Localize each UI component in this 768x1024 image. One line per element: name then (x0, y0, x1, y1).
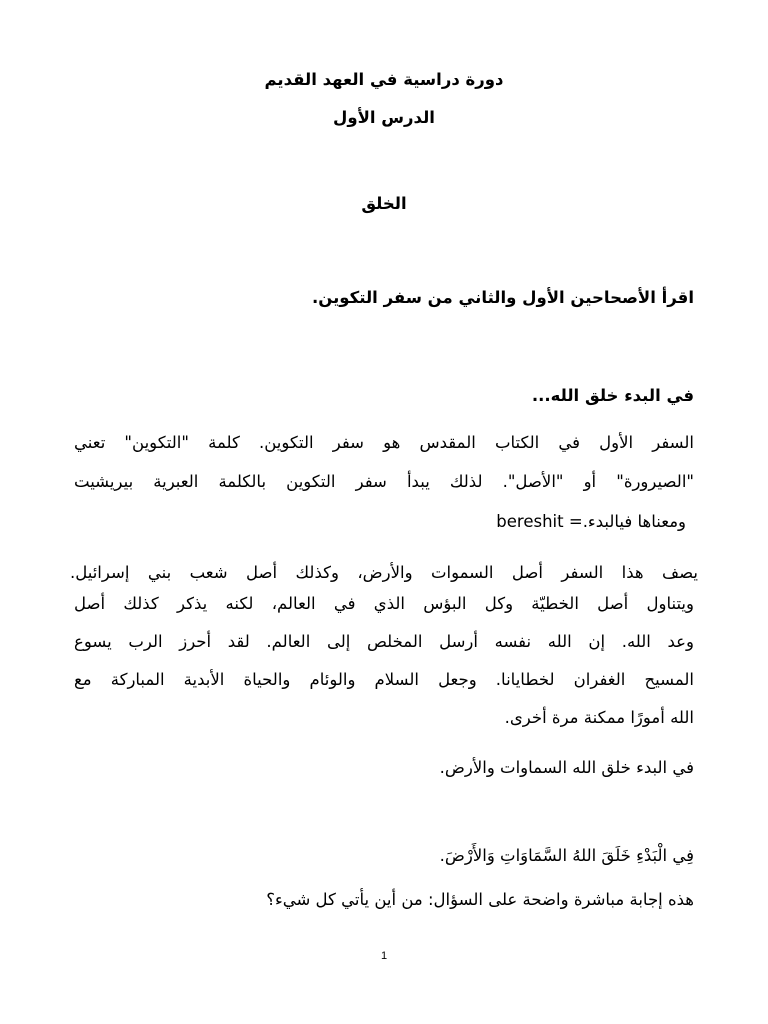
paragraph-1-arabic-text: ومعناها فيالبدء. (582, 512, 686, 531)
paragraph-2-line-5: الله أمورًا ممكنة مرة أخرى. (504, 708, 694, 727)
paragraph-1-line-1: السفر الأول في الكتاب المقدس هو سفر التكوين. كلمة "التكوين" تعني (74, 433, 694, 452)
reading-instruction: اقرأ الأصحاحين الأول والثاني من سفر التكوين. (311, 288, 694, 307)
question-line: هذه إجابة مباشرة واضحة على السؤال: من أين يأتي كل شيء؟ (266, 890, 694, 909)
verse-plain: في البدء خلق الله السماوات والأرض. (439, 758, 694, 777)
section-title: الخلق (361, 194, 407, 213)
paragraph-2-line-3: وعد الله. إن الله نفسه أرسل المخلص إلى العالم. لقد أحرز الرب يسوع (74, 632, 694, 651)
paragraph-2-line-4: المسيح الغفران لخطايانا. وجعل السلام والوئام والحياة الأبدية المباركة مع (74, 670, 694, 689)
paragraph-2-line-2: ويتناول أصل الخطيّة وكل البؤس الذي في العالم، لكنه يذكر كذلك أصل (74, 594, 694, 613)
verse-vocalized: فِي الْبَدْءِ خَلَقَ اللهُ السَّمَاوَاتِ وَالأَرْضَ. (439, 846, 694, 865)
course-title: دورة دراسية في العهد القديم (264, 70, 504, 89)
lesson-title: الدرس الأول (333, 108, 435, 127)
paragraph-1-line-2: "الصيرورة" أو "الأصل". لذلك يبدأ سفر التكوين بالكلمة العبرية بيريشيت (74, 472, 694, 491)
subheading: في البدء خلق الله... (531, 386, 694, 405)
paragraph-1-line-3 (496, 514, 686, 531)
page-number: 1 (380, 950, 388, 962)
hebrew-transliteration: bereshit = (496, 512, 583, 531)
paragraph-2-line-1: يصف هذا السفر أصل السموات والأرض، وكذلك أصل شعب بني إسرائيل. (70, 563, 698, 582)
